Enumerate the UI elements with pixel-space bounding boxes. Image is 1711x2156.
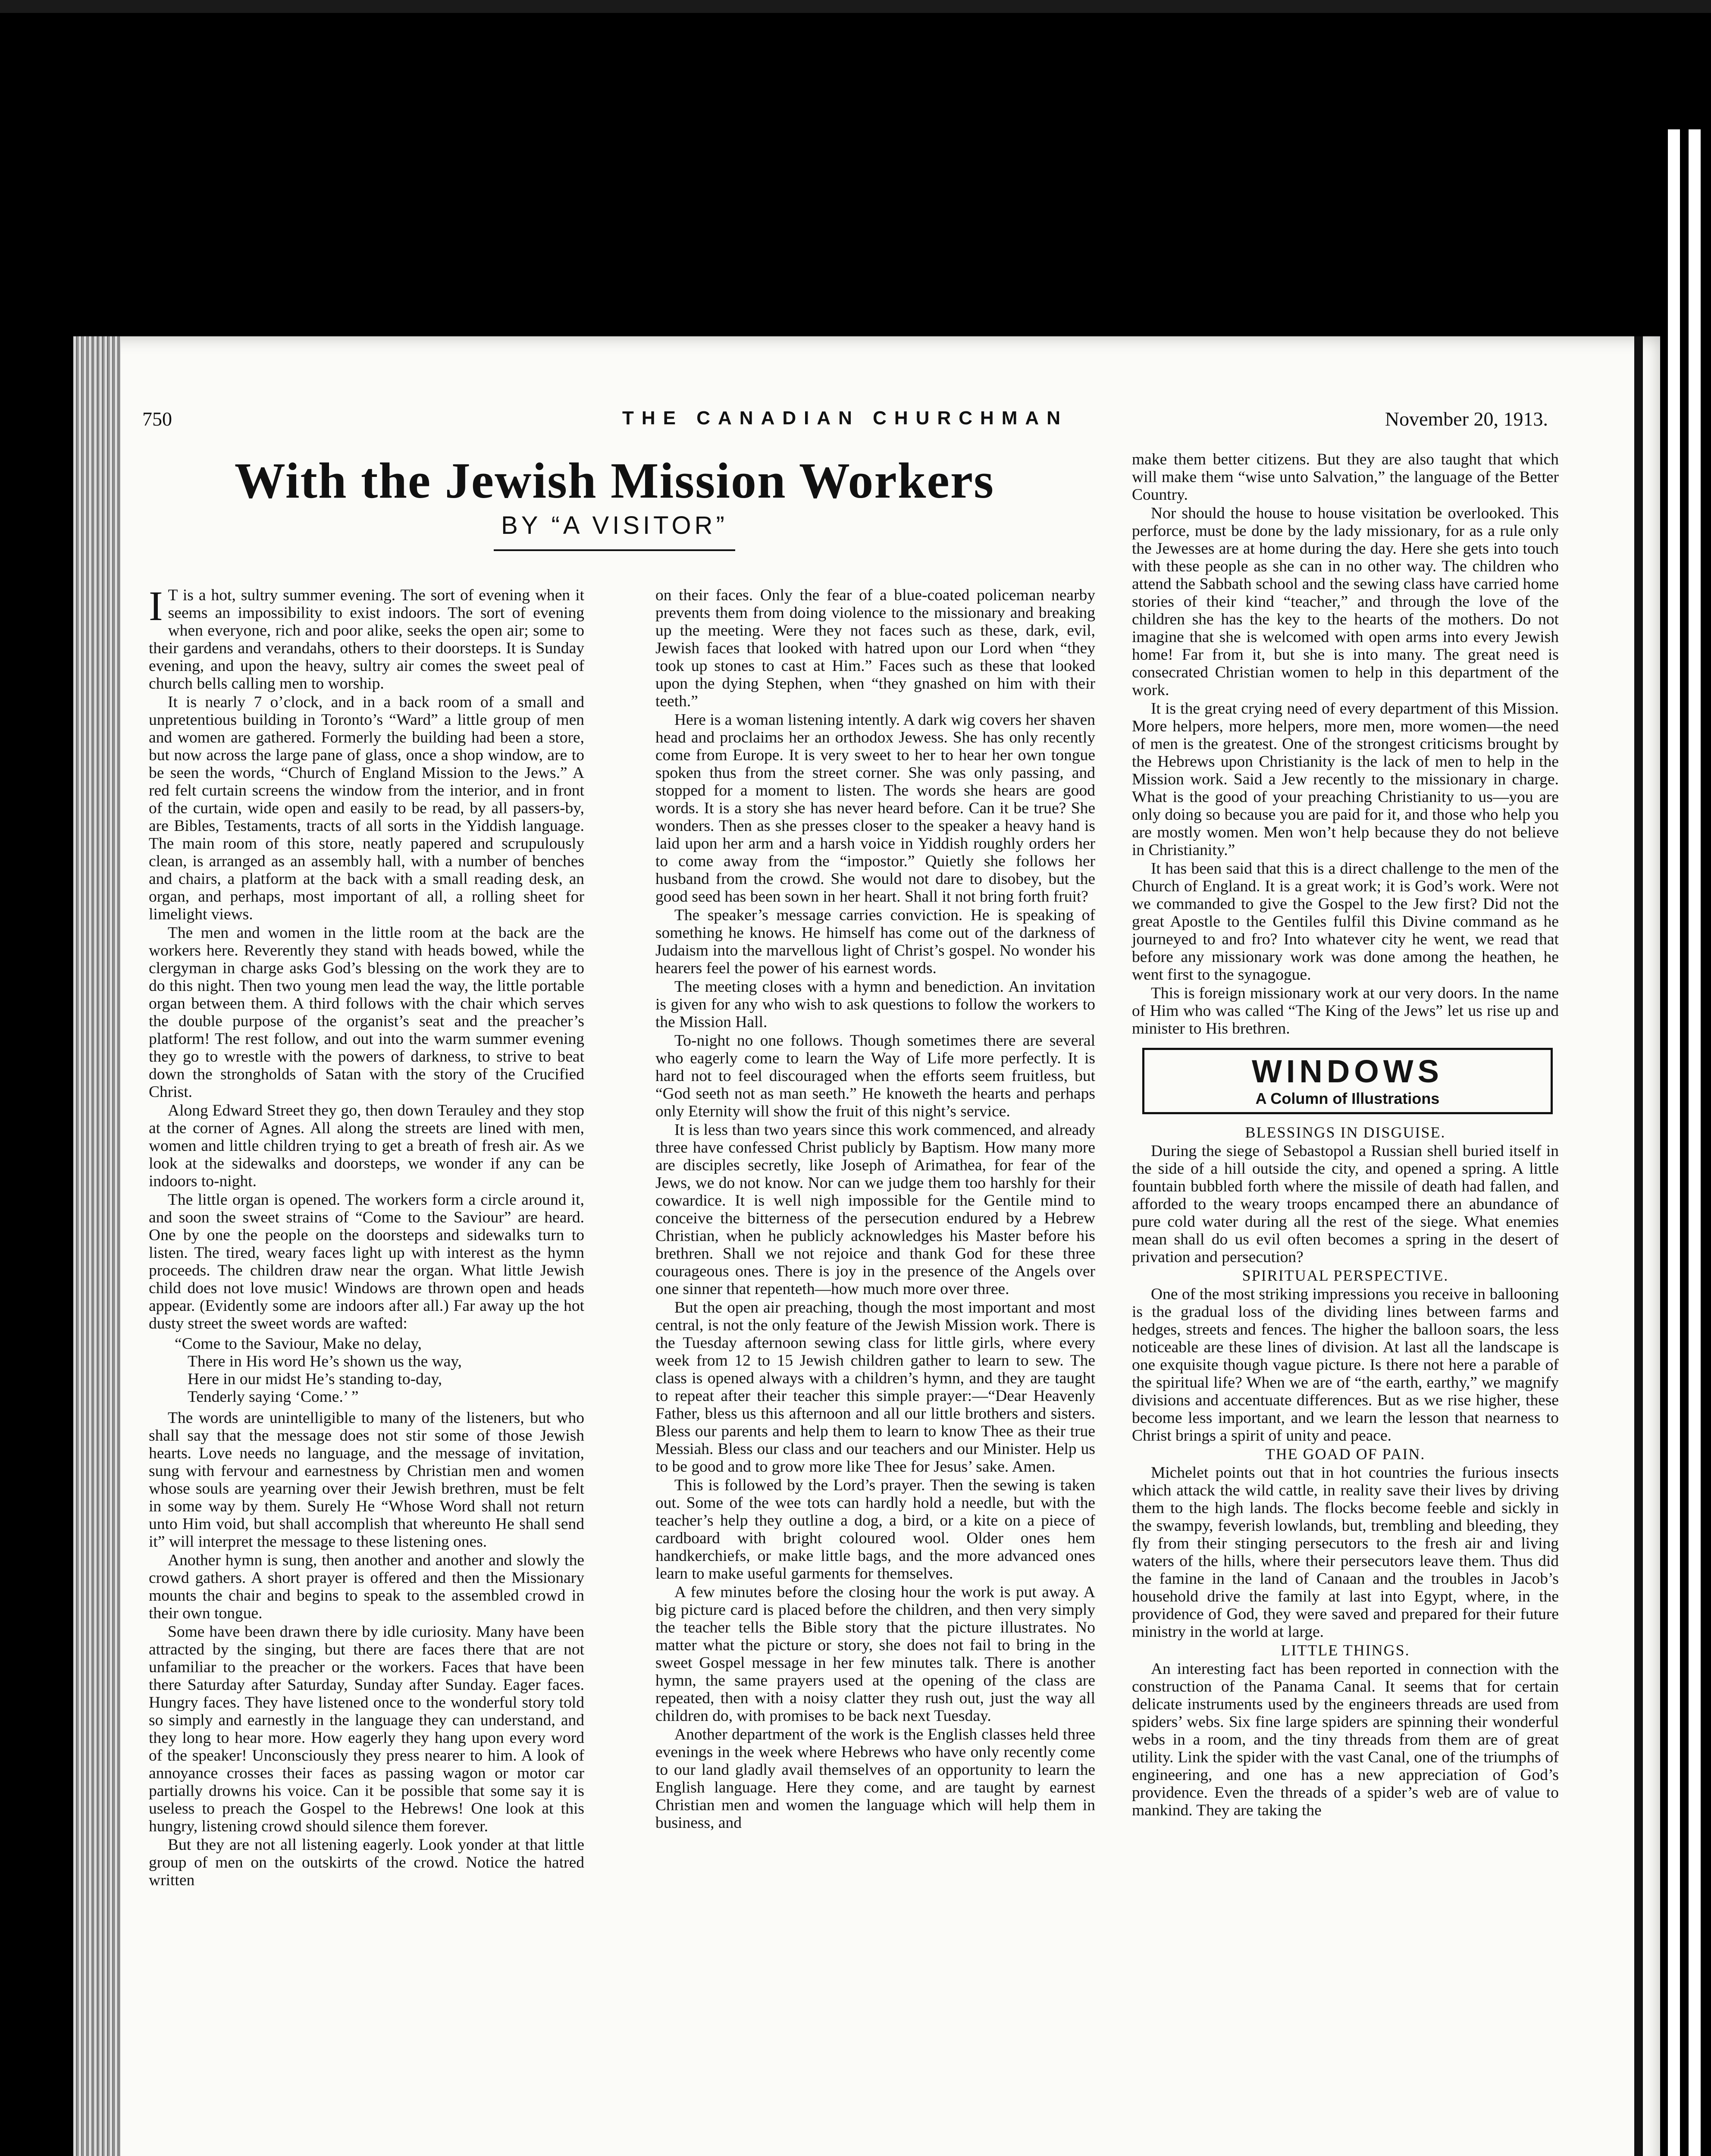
paragraph: A few minutes before the closing hour the work is put away. A big picture card is placed before the children, and then very simply the teacher tells the Bible story that the picture illustrates. No matter what the picture or story, she does not fail to bring in the sweet Gospel message in her few minutes talk. There is another hymn, the same prayers used at the opening of the class are repeated, then with a noisy clatter they rush out, just the way all children do, with promises to be back next Tuesday. (655, 1583, 1095, 1725)
paragraph: make them better citizens. But they are also taught that which will make them “wise unto Salvation,” the language of the Better Country. (1132, 451, 1559, 504)
paragraph: Another department of the work is the English classes held three evenings in the week where Hebrews who have only recently come to our land gladly avail themselves of an opportunity to learn the English language. Here they come, and are taught by earnest Christian men and women the language which will help them in business, and (655, 1726, 1095, 1832)
paragraph: An interesting fact has been reported in connection with the construction of the Panama Canal. It seems that for certain delicate instruments used by the engineers threads are used from spiders’ webs. Six fine large spiders are spinning their wonderful webs in a room, and the tiny threads from them are of great utility. Link the spider with the vast Canal, one of the triumphs of engineering, and one has a new appreciation of God’s providence. Even the threads of a spider’s web are of value to mankind. They are taking the (1132, 1660, 1559, 1819)
paragraph: Nor should the house to house visitation be overlooked. This perforce, must be done by the lady missionary, for as a rule only the Jewesses are at home during the day. Here she gets into touch with these people as she can in no other way. The children who attend the Sabbath school and the sewing class have carried home stories of their kind “teacher,” and through the love of the children she has the key to the hearts of the mothers. Do not imagine that she is welcomed with open arms into every Jewish home! Far from it, but she is into many. The great need is consecrated Christian women to help in this department of the work. (1132, 505, 1559, 699)
paragraph: The little organ is opened. The workers form a circle around it, and soon the sweet strains of “Come to the Saviour” are heard. One by one the people on the doorsteps and sidewalks turn to listen. The tired, weary faces light up with interest as the hymn proceeds. The children draw near the organ. What little Jewish child does not love music! Windows are thrown open and heads appear. (Evidently some are indoors after all.) Far away up the hot dusty street the sweet words are wafted: (149, 1191, 584, 1332)
paragraph: One of the most striking impressions you receive in ballooning is the gradual loss of the dividing lines between farms and hedges, streets and fences. The higher the balloon soars, the less noticeable are these lines of division. At last all the landscape is one exquisite though vague picture. Is there not here a parable of the spiritual life? When we are of “the earth, earthy,” we magnify divisions and accentuate differences. But as we rise higher, these become less important, and we learn the lesson that nearness to Christ brings a spirit of unity and peace. (1132, 1285, 1559, 1445)
paragraph: But they are not all listening eagerly. Look yonder at that little group of men on the outskirts of the crowd. Notice the hatred written (149, 1836, 584, 1889)
scan-right-bars (1659, 129, 1711, 2156)
masthead: THE CANADIAN CHURCHMAN (622, 407, 1068, 429)
paragraph: Some have been drawn there by idle curiosity. Many have been attracted by the singing, but there are faces there that are not unfamiliar to the preacher or the workers. Faces that have been there Saturday after Saturday, Sunday after Sunday. Eager faces. Hungry faces. They have listened once to the wonderful story told so simply and earnestly in the language they can understand, and they long to hear more. How eagerly they hang upon every word of the speaker! Unconsciously they press nearer to him. A look of annoyance crosses their faces as passing wagon or motor car partially drowns his voice. Can it be possible that some say it is useless to preach the Gospel to the Hebrews! One look at this hungry, listening crowd should silence them forever. (149, 1623, 584, 1835)
paragraph: The speaker’s message carries conviction. He is speaking of something he knows. He himself has come out of the darkness of Judaism into the marvellous light of Christ’s gospel. No wonder his hearers feel the power of his earnest words. (655, 906, 1095, 977)
article-column-1 (149, 583, 584, 2156)
hymn-verse (175, 1335, 584, 1406)
article-heading (147, 451, 1082, 551)
paragraph: The men and women in the little room at the back are the workers here. Reverently they stand with heads bowed, while the clergyman in charge asks God’s blessing on the work they are to do this night. Then two young men lead the way, the little portable organ between them. A third follows with the chair which serves the double purpose of the organist’s seat and the preacher’s platform! The rest follow, and out into the warm summer evening they go to wrestle with the powers of darkness, to strive to beat down the strongholds of Satan with the story of the Crucified Christ. (149, 924, 584, 1101)
paragraph: I T is a hot, sultry summer evening. The sort of evening when it seems an impossibility to exist indoors. The sort of evening when everyone, rich and poor alike, seeks the open air; some to their gardens and verandahs, others to their doorsteps. It is Sunday evening, and upon the heavy, sultry air comes the sweet peal of church bells calling men to worship. (149, 583, 584, 693)
paragraph: Along Edward Street they go, then down Terauley and they stop at the corner of Agnes. All along the streets are lined with men, women and little children trying to get a breath of fresh air. As we look at the sidewalks and doorsteps, we wonder if any can be indoors to-night. (149, 1102, 584, 1190)
article-byline: BY “A VISITOR” (501, 511, 728, 539)
paragraph: To-night no one follows. Though sometimes there are several who eagerly come to learn the Way of Life more perfectly. It is hard not to feel discouraged when the efforts seem fruitless, but “God seeth not as man seeth.” He knoweth the hearts and perhaps only Eternity will show the fruit of this night’s service. (655, 1032, 1095, 1120)
page-header (142, 407, 1548, 438)
paragraph: It is the great crying need of every department of this Mission. More helpers, more helpers, more men, more women—the need of men is the greatest. One of the strongest criticisms brought by the Hebrews upon Christianity is the lack of men to help in the Mission work. Said a Jew recently to the missionary in charge. What is the good of your preaching Christianity to us—you are only doing so because you are paid for it, and those who help you are mostly women. Men won’t help because they do not believe in Christianity.” (1132, 700, 1559, 859)
book-spine (73, 336, 121, 2156)
paragraph: Here is a woman listening intently. A dark wig covers her shaven head and proclaims her an orthodox Jewess. She has only recently come from Europe. It is very sweet to her to hear her own tongue spoken thus from the street corner. She was only passing, and stopped for a moment to listen. The words she hears are good words. It is a story she has never heard before. Can it be true? She wonders. Then as she presses closer to the speaker a heavy hand is laid upon her arm and a harsh voice in Yiddish roughly orders her to come away from the “impostor.” Quietly she follows her husband from the crowd. She would not dare to disobey, but the good seed has been sown in her heart. Shall it not bring forth fruit? (655, 711, 1095, 906)
paragraph: During the siege of Sebastopol a Russian shell buried itself in the side of a hill outside the city, and opened a spring. A little fountain bubbled forth where the missile of death had fallen, and afforded to the weary troops encamped there an abundance of pure cold water during all the rest of the siege. What enemies mean shall do us evil often becomes a spring in the desert of privation and persecution? (1132, 1142, 1559, 1266)
right-bar-2 (1689, 129, 1701, 2156)
paragraph: But the open air preaching, though the most important and most central, is not the only feature of the Jewish Mission work. There is the Tuesday afternoon sewing class for little girls, where every week from 12 to 15 Jewish children gather to learn to sew. The class is opened always with a children’s hymn, and they are taught to repeat after their teacher this simple prayer:—“Dear Heavenly Father, bless us this afternoon and all our little brothers and sisters. Bless our parents and help them to learn to know Thee as their true Messiah. Bless our class and our teachers and our Minister. Help us to be good and to grow more like Thee for Jesus’ sake. Amen. (655, 1299, 1095, 1476)
section-heading: THE GOAD OF PAIN. (1265, 1445, 1426, 1463)
paragraph: This is foreign missionary work at our very doors. In the name of Him who was called “The King of the Jews” let us rise up and minister to His brethren. (1132, 984, 1559, 1037)
issue-date: November 20, 1913. (1385, 408, 1548, 430)
windows-column-header (1142, 1048, 1553, 1114)
byline-rule (494, 549, 735, 551)
paragraph: The words are unintelligible to many of the listeners, but who shall say that the message does not stir some of those Jewish hearts. Love needs no language, and the message of invitation, sung with fervour and earnestness by Christian men and women whose souls are yearning over their Jewish brethren, must be felt in some way by them. Surely He “Whose Word shall not return unto Him void, but shall accomplish that whereunto He shall send it” will interpret the message to these listening ones. (149, 1409, 584, 1551)
page-number: 750 (142, 408, 172, 430)
section-heading: SPIRITUAL PERSPECTIVE. (1242, 1267, 1449, 1284)
verse-line: There in His word He’s shown us the way, (188, 1353, 462, 1370)
article-column-2 (655, 586, 1095, 2156)
verse-line: Tenderly saying ‘Come.’ ” (188, 1388, 359, 1406)
article-column-3 (1132, 451, 1559, 2156)
paragraph: Another hymn is sung, then another and another and slowly the crowd gathers. A short prayer is offered and then the Missionary mounts the chair and begins to speak to the assembled crowd in their own tongue. (149, 1551, 584, 1622)
drop-cap: I (149, 583, 163, 630)
section-heading: BLESSINGS IN DISGUISE. (1245, 1124, 1446, 1141)
section-heading: LITTLE THINGS. (1281, 1642, 1410, 1659)
windows-title: WINDOWS (1251, 1053, 1444, 1089)
page-right-edge (1634, 336, 1643, 2156)
scan-top-edge (0, 0, 1711, 13)
right-bar-1 (1668, 129, 1680, 2156)
paragraph: This is followed by the Lord’s prayer. Then the sewing is taken out. Some of the wee tots can hardly hold a needle, but with the teacher’s help they outline a dog, a bird, or a kite on a piece of cardboard with bright coloured wool. Older ones hem handkerchiefs, or make little bags, and the more advanced ones learn to make useful garments for themselves. (655, 1476, 1095, 1583)
paragraph: Michelet points out that in hot countries the furious insects which attack the wild cattle, in reality save their lives by driving them to the high lands. The flocks become feeble and sickly in the swampy, feverish lowlands, but, trembling and bleeding, they fly from their stinging persecutors to the fresh air and living waters of the hills, where their persecutors leave them. Thus did the famine in the land of Canaan and the troubles in Jacob’s household drive the family at last into Egypt, where, in the providence of God, they were saved and prepared for their future ministry in the world at large. (1132, 1464, 1559, 1641)
paragraph: It has been said that this is a direct challenge to the men of the Church of England. It is a great work; it is God’s work. Were not we commanded to give the Gospel to the Jew first? Did not the great Apostle to the Gentiles fulfil this Divine command as he journeyed to and fro? Into whatever city he went, we read that before any missionary work was done among the heathen, he went first to the synagogue. (1132, 860, 1559, 984)
verse-line: Here in our midst He’s standing to-day, (188, 1370, 442, 1388)
paragraph: It is nearly 7 o’clock, and in a back room of a small and unpretentious building in Toronto’s “Ward” a little group of men and women are gathered. Formerly the building had been a store, but now across the large pane of glass, once a shop window, are to be seen the words, “Church of England Mission to the Jews.” A red felt curtain screens the window from the interior, and in front of the curtain, wide open and easily to be read, by all passers-by, are Bibles, Testaments, tracts of all sorts in the Yiddish language. The main room of this store, neatly papered and scrupulously clean, is arranged as an assembly hall, with a number of benches and chairs, a platform at the back with a small reading desk, an organ, and perhaps, most important of all, a rolling sheet for limelight views. (149, 693, 584, 923)
article-title: With the Jewish Mission Workers (234, 452, 995, 509)
paragraph: on their faces. Only the fear of a blue-coated policeman nearby prevents them from doing violence to the missionary and breaking up the meeting. Were they not faces such as these, dark, evil, Jewish faces that looked with hatred upon our Lord when “they took up stones to cast at Him.” Faces such as these that looked upon the dying Stephen, when “they gnashed on him with their teeth.” (655, 586, 1095, 710)
verse-line: “Come to the Saviour, Make no delay, (175, 1335, 422, 1353)
windows-subtitle: A Column of Illustrations (1255, 1090, 1440, 1107)
paragraph: It is less than two years since this work commenced, and already three have confessed Christ publicly by Baptism. How many more are disciples secretly, like Joseph of Arimathea, for fear of the Jews, we do not know. Nor can we judge them too harshly for their cowardice. It is well nigh impossible for the Gentile mind to conceive the bitterness of the persecution endured by a Hebrew Christian, when he publicly acknowledges his Master before his brethren. Shall we not rejoice and thank God for these three courageous ones. There is joy in the presence of the Angels over one sinner that repenteth—how much more over three. (655, 1121, 1095, 1298)
paragraph: The meeting closes with a hymn and benediction. An invitation is given for any who wish to ask questions to follow the workers to the Mission Hall. (655, 978, 1095, 1031)
